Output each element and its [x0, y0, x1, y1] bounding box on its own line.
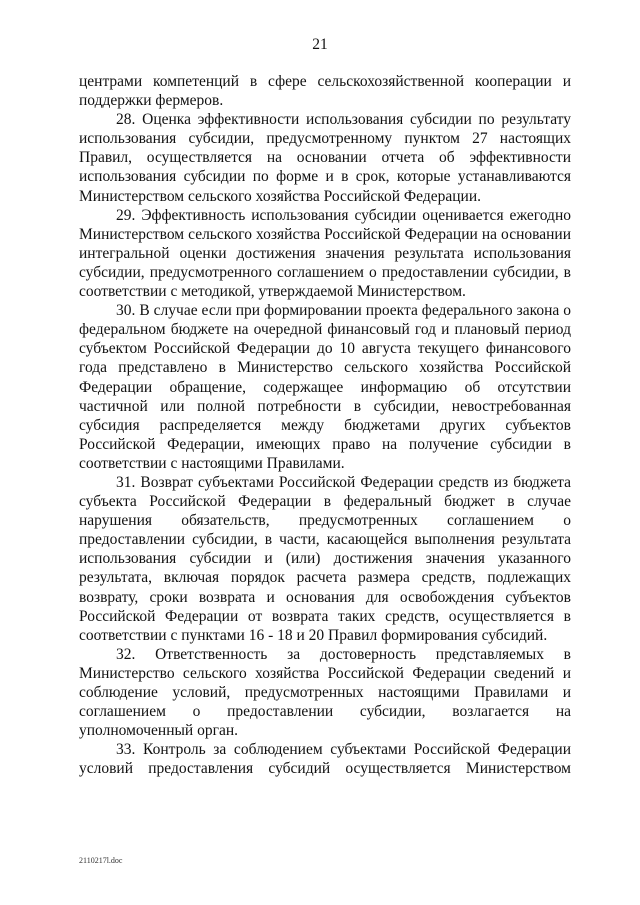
document-body — [79, 72, 571, 778]
paragraph-31: 31. Возврат субъектами Российской Федерации средств из бюджета субъекта Российской Федерации в федеральный бюджет в случае нарушения обязательств, предусмотренных соглашением о предоставлении субсидии, в части, касающейся выполнения результата использования субсидии и (или) достижения значения указанного результата, включая порядок расчета размера средств, подлежащих возврату, сроки возврата и основания для освобождения субъектов Российской Федерации от возврата таких средств, осуществляется в соответствии с пунктами 16 - 18 и 20 Правил формирования субсидий. — [79, 473, 571, 644]
paragraph-30: 30. В случае если при формировании проекта федерального закона о федеральном бюджете на очередной финансовый год и плановый период субъектом Российской Федерации до 10 августа текущего финансового года представлено в Министерство сельского хозяйства Российской Федерации обращение, содержащее информацию об отсутствии частичной или полной потребности в субсидии, невостребованная субсидия распределяется между бюджетами других субъектов Российской Федерации, имеющих право на получение субсидии в соответствии с настоящими Правилами. — [79, 302, 571, 472]
paragraph-29: 29. Эффективность использования субсидии оценивается ежегодно Министерством сельского хозяйства Российской Федерации на основании интегральной оценки достижения значения результата использования субсидии, предусмотренного соглашением о предоставлении субсидии, в соответствии с методикой, утверждаемой Министерством. — [79, 206, 571, 301]
page-number: 21 — [312, 36, 328, 53]
paragraph-28: 28. Оценка эффективности использования субсидии по результату использования субсидии, предусмотренному пунктом 27 настоящих Правил, осуществляется на основании отчета об эффективности использования субсидии по форме и в срок, которые устанавливаются Министерством сельского хозяйства Российской Федерации. — [79, 111, 571, 205]
paragraph-continuation: центрами компетенций в сфере сельскохозяйственной кооперации и поддержки фермеров. — [79, 73, 571, 110]
paragraph-33: 33. Контроль за соблюдением субъектами Российской Федерации условий предоставления субсидий осуществляется Министерством — [79, 741, 571, 778]
document-file-code: 2110217l.doc — [79, 856, 123, 865]
paragraph-32: 32. Ответственность за достоверность представляемых в Министерство сельского хозяйства Российской Федерации сведений и соблюдение условий, предусмотренных настоящими Правилами и соглашением о предоставлении субсидии, возлагается на уполномоченный орган. — [79, 645, 571, 740]
